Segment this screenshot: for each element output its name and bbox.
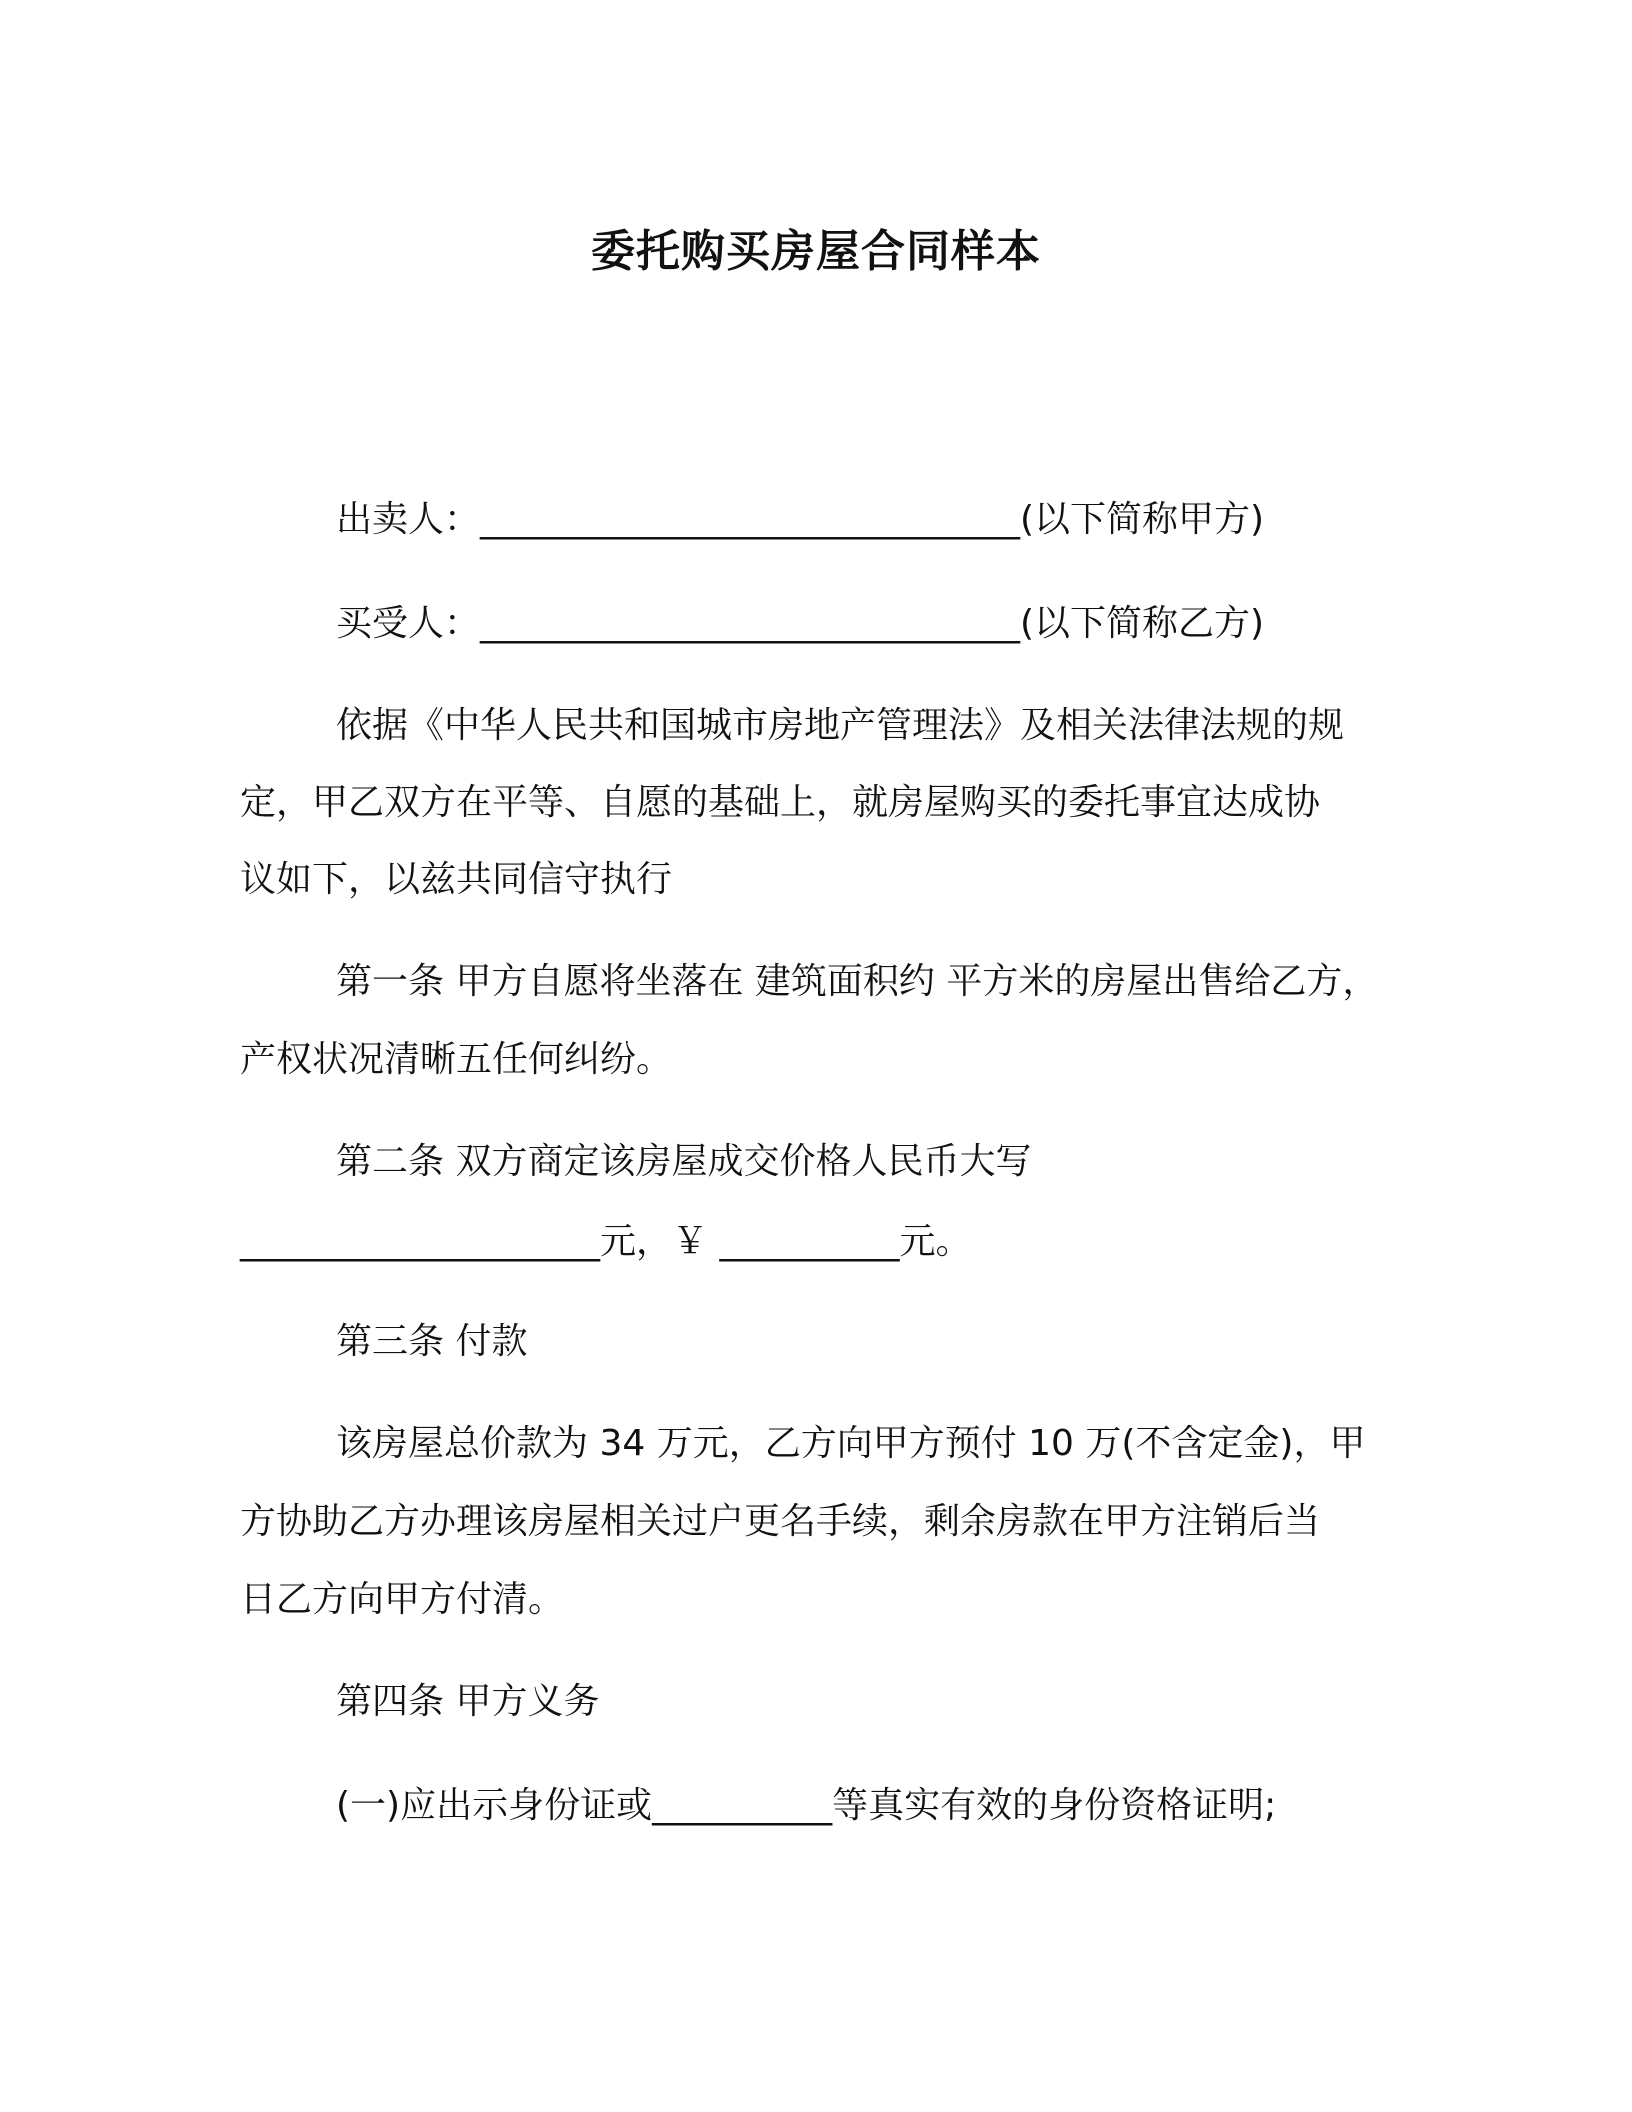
article-4-item-1: (一)应出示身份证或__________等真实有效的身份资格证明; xyxy=(336,1785,1277,1826)
buyer-line: 买受人：______________________________(以下简称乙方) xyxy=(336,603,1265,644)
preamble-line-3: 议如下，以兹共同信守执行 xyxy=(240,859,673,900)
article-4-heading: 第四条 甲方义务 xyxy=(336,1681,600,1722)
preamble-line-1: 依据《中华人民共和国城市房地产管理法》及相关法律法规的规 xyxy=(336,705,1345,746)
article-2-line-1: 第二条 双方商定该房屋成交价格人民币大写 xyxy=(336,1141,1032,1182)
article-3-line-1: 该房屋总价款为 34 万元，乙方向甲方预付 10 万(不含定金)，甲 xyxy=(336,1423,1366,1464)
article-1-line-2: 产权状况清晰五任何纠纷。 xyxy=(240,1039,673,1080)
article-3-line-3: 日乙方向甲方付清。 xyxy=(240,1579,565,1620)
article-3-heading: 第三条 付款 xyxy=(336,1321,528,1362)
article-3-line-2: 方协助乙方办理该房屋相关过户更名手续，剩余房款在甲方注销后当 xyxy=(240,1501,1321,1542)
article-2-line-2: ____________________元，￥ __________元。 xyxy=(240,1221,972,1262)
article-1-line-1: 第一条 甲方自愿将坐落在 建筑面积约 平方米的房屋出售给乙方， xyxy=(336,961,1379,1002)
document-title: 委托购买房屋合同样本 xyxy=(591,226,1041,277)
seller-line: 出卖人：______________________________(以下简称甲方) xyxy=(336,499,1265,540)
preamble-line-2: 定，甲乙双方在平等、自愿的基础上，就房屋购买的委托事宜达成协 xyxy=(240,782,1321,823)
